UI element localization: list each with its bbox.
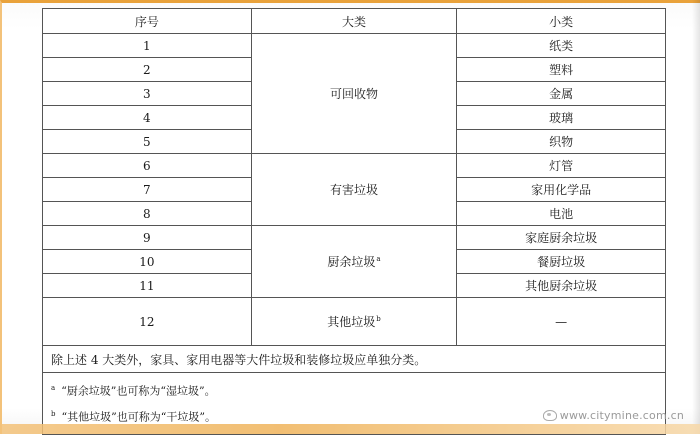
row-number: 3 bbox=[43, 82, 252, 106]
row-number: 2 bbox=[43, 58, 252, 82]
category-cell bbox=[251, 226, 457, 298]
frame-bottom-edge bbox=[0, 424, 700, 434]
category-label: 其他垃圾 bbox=[327, 315, 376, 329]
category-cell bbox=[251, 154, 457, 226]
row-number: 5 bbox=[43, 130, 252, 154]
subcategory-cell: 纸类 bbox=[457, 34, 666, 58]
row-number: 6 bbox=[43, 154, 252, 178]
header-category: 大类 bbox=[251, 9, 457, 34]
table-row bbox=[43, 154, 666, 178]
category-cell bbox=[251, 298, 457, 346]
watermark-text: www.citymine.com.cn bbox=[559, 409, 684, 422]
table-body bbox=[43, 34, 666, 346]
subcategory-cell: 家用化学品 bbox=[457, 178, 666, 202]
subcategory-cell: 织物 bbox=[457, 130, 666, 154]
subcategory-cell: 餐厨垃圾 bbox=[457, 250, 666, 274]
category-label: 有害垃圾 bbox=[329, 183, 378, 197]
subcategory-cell: 电池 bbox=[457, 202, 666, 226]
table-row bbox=[43, 34, 666, 58]
table-row bbox=[43, 226, 666, 250]
table-row bbox=[43, 298, 666, 346]
watermark bbox=[543, 409, 684, 422]
waste-classification-table bbox=[42, 8, 666, 435]
subcategory-cell: 家庭厨余垃圾 bbox=[457, 226, 666, 250]
category-label: 厨余垃圾 bbox=[327, 255, 376, 269]
category-cell bbox=[251, 34, 457, 154]
row-number: 12 bbox=[43, 298, 252, 346]
subcategory-cell: 塑料 bbox=[457, 58, 666, 82]
footnote-reference: a bbox=[376, 255, 381, 263]
row-number: 8 bbox=[43, 202, 252, 226]
row-number: 11 bbox=[43, 274, 252, 298]
table-header-row bbox=[43, 9, 666, 34]
footnote-mark: b bbox=[51, 409, 56, 418]
row-number: 4 bbox=[43, 106, 252, 130]
header-subcategory: 小类 bbox=[457, 9, 666, 34]
frame-shadow bbox=[692, 0, 700, 434]
subcategory-cell: 金属 bbox=[457, 82, 666, 106]
category-label: 可回收物 bbox=[329, 87, 378, 101]
subcategory-cell: 其他厨余垃圾 bbox=[457, 274, 666, 298]
subcategory-cell: 玻璃 bbox=[457, 106, 666, 130]
eye-logo-icon bbox=[543, 410, 557, 421]
subcategory-cell: 灯管 bbox=[457, 154, 666, 178]
row-number: 9 bbox=[43, 226, 252, 250]
footnote-text: “厨余垃圾”也可称为“湿垃圾”。 bbox=[61, 384, 216, 398]
footnote-reference: b bbox=[376, 315, 381, 323]
footnote-mark: a bbox=[51, 384, 56, 392]
footnote-text: “其他垃圾”也可称为“干垃圾”。 bbox=[61, 410, 216, 424]
row-number: 1 bbox=[43, 34, 252, 58]
table-note: 除上述 4 大类外，家具、家用电器等大件垃圾和装修垃圾应单独分类。 bbox=[43, 346, 666, 373]
note-row bbox=[43, 346, 666, 373]
subcategory-cell: — bbox=[457, 298, 666, 346]
row-number: 7 bbox=[43, 178, 252, 202]
footnote-a bbox=[51, 377, 657, 403]
row-number: 10 bbox=[43, 250, 252, 274]
header-no: 序号 bbox=[43, 9, 252, 34]
